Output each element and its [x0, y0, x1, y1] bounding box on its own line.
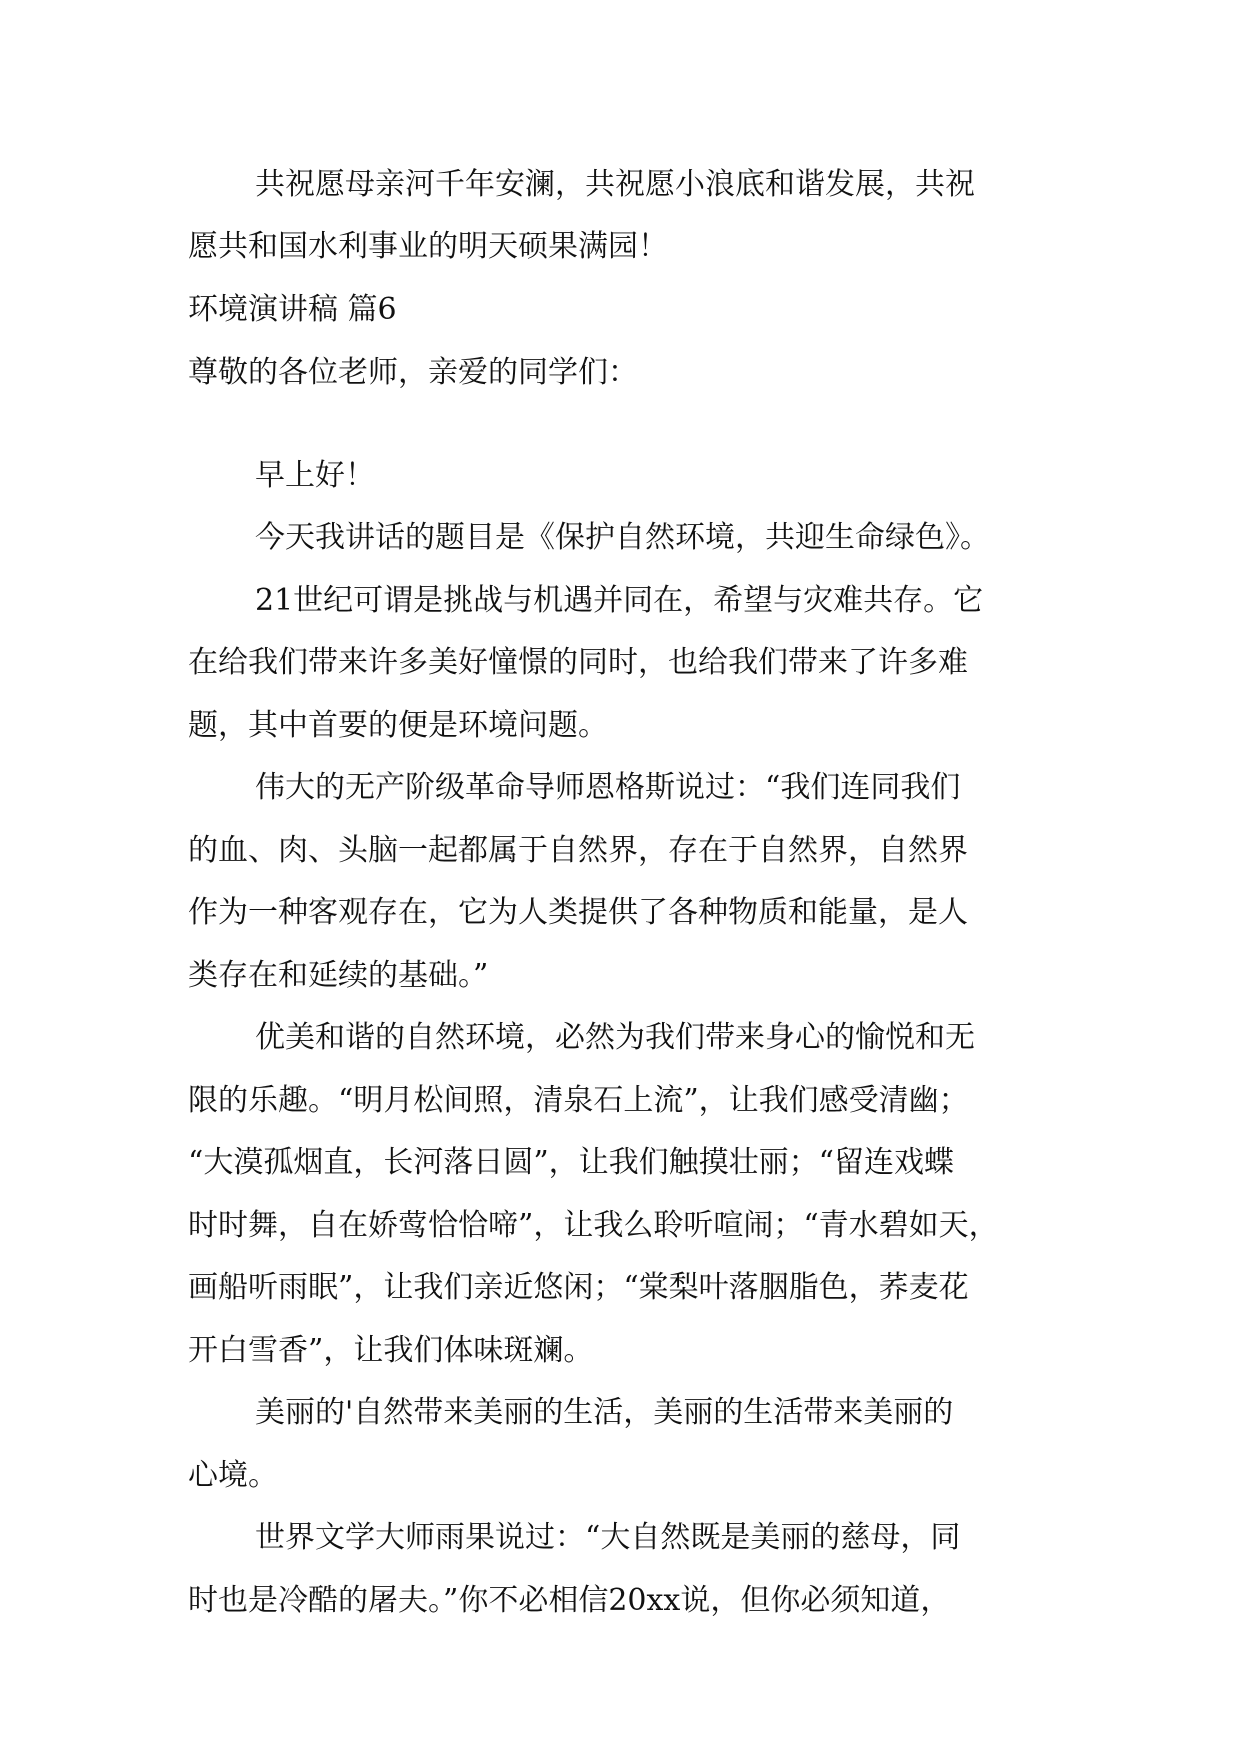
text-line: 优美和谐的自然环境，必然为我们带来身心的愉悦和无 [255, 1020, 975, 1055]
salutation: 尊敬的各位老师，亲爱的同学们： [188, 355, 638, 390]
text-line: 的血、肉、头脑一起都属于自然界，存在于自然界，自然界 [188, 833, 968, 868]
text-line: 画船听雨眠”，让我们亲近悠闲；“棠梨叶落胭脂色，荞麦花 [188, 1270, 969, 1305]
text-line: 心境。 [188, 1458, 278, 1493]
text-line: 愿共和国水利事业的明天硕果满园！ [188, 229, 668, 264]
text-line: 美丽的'自然带来美丽的生活，美丽的生活带来美丽的 [255, 1395, 954, 1430]
text-line: 类存在和延续的基础。” [188, 958, 489, 993]
text-line: “大漠孤烟直，长河落日圆”，让我们触摸壮丽；“留连戏蝶 [188, 1145, 955, 1180]
section-heading: 环境演讲稿 篇6 [188, 292, 397, 327]
text-line: 在给我们带来许多美好憧憬的同时，也给我们带来了许多难 [188, 645, 968, 680]
text-line: 作为一种客观存在，它为人类提供了各种物质和能量，是人 [188, 895, 968, 930]
text-line: 21世纪可谓是挑战与机遇并同在，希望与灾难共存。它 [255, 583, 984, 618]
text-line: 题，其中首要的便是环境问题。 [188, 708, 608, 743]
text-line: 世界文学大师雨果说过：“大自然既是美丽的慈母，同 [255, 1520, 961, 1555]
text-line: 时也是冷酷的屠夫。”你不必相信20xx说，但你必须知道， [188, 1583, 951, 1618]
text-line: 共祝愿母亲河千年安澜，共祝愿小浪底和谐发展，共祝 [255, 167, 975, 202]
text-line: 伟大的无产阶级革命导师恩格斯说过：“我们连同我们 [255, 770, 961, 805]
text-line: 开白雪香”，让我们体味斑斓。 [188, 1333, 594, 1368]
text-line: 今天我讲话的题目是《保护自然环境，共迎生命绿色》。 [255, 520, 990, 555]
text-line: 时时舞，自在娇莺恰恰啼”，让我么聆听喧闹；“青水碧如天， [188, 1208, 999, 1243]
text-line: 限的乐趣。“明月松间照，清泉石上流”，让我们感受清幽； [188, 1083, 969, 1118]
greeting: 早上好！ [255, 458, 375, 493]
